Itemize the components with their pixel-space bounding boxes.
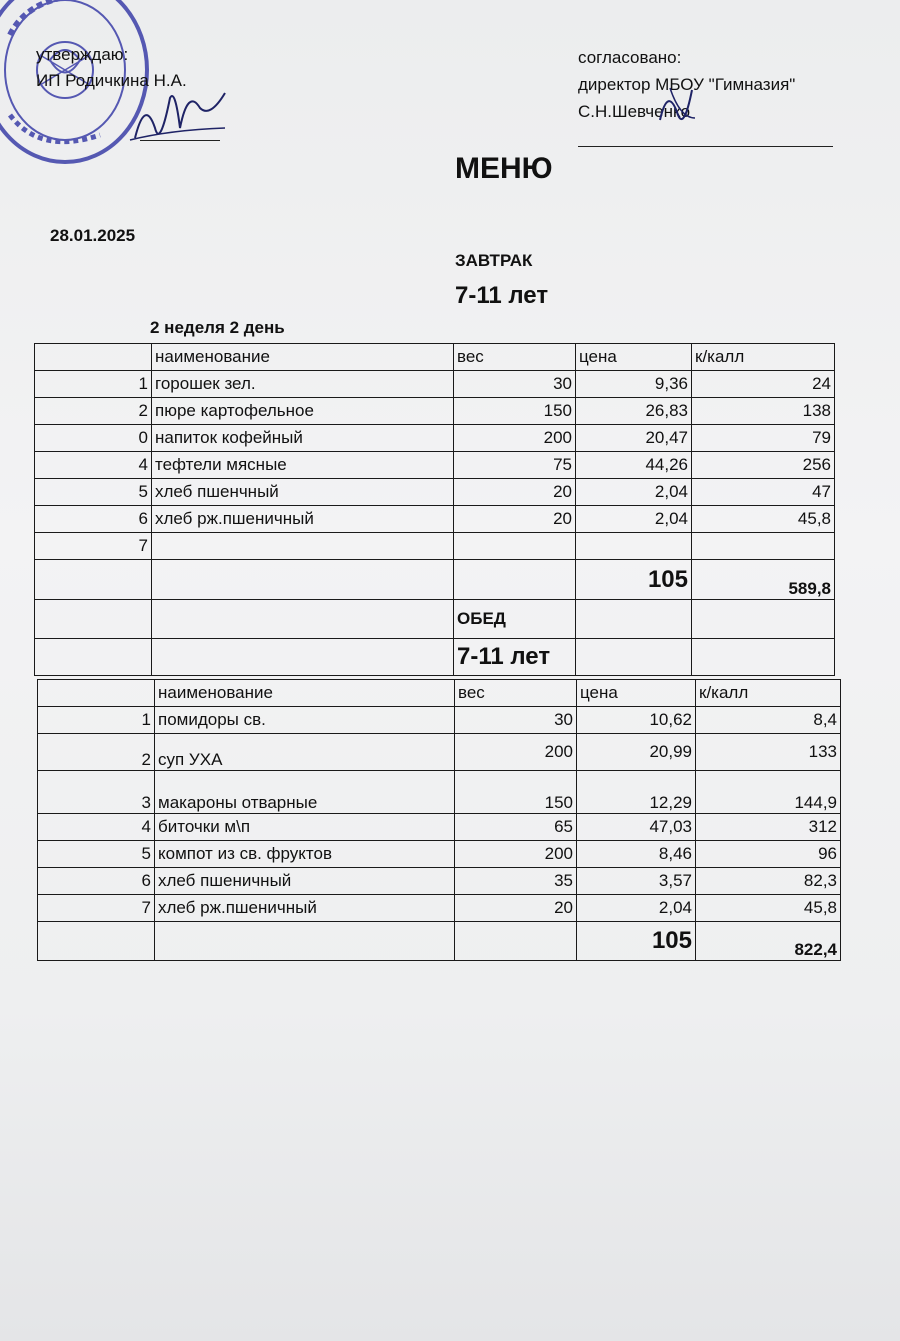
row-name: хлеб пшенчный (152, 479, 454, 506)
row-price: 47,03 (577, 814, 696, 841)
row-price: 10,62 (577, 707, 696, 734)
table-row (38, 814, 841, 841)
row-kcal: 45,8 (696, 895, 841, 922)
row-kcal: 47 (692, 479, 835, 506)
row-name: хлеб рж.пшеничный (152, 506, 454, 533)
row-name: пюре картофельное (152, 398, 454, 425)
row-kcal: 24 (692, 371, 835, 398)
lunch-total-row (38, 922, 841, 961)
menu-date: 28.01.2025 (50, 226, 136, 245)
row-kcal: 45,8 (692, 506, 835, 533)
row-weight (454, 533, 576, 560)
signature-approve (125, 78, 235, 153)
row-num: 6 (35, 506, 152, 533)
row-weight: 150 (455, 771, 577, 814)
header-name: наименование (155, 680, 455, 707)
lunch-total-kcal: 822,4 (696, 922, 841, 961)
row-kcal (692, 533, 835, 560)
row-name: биточки м\п (155, 814, 455, 841)
row-kcal: 133 (696, 734, 841, 771)
lunch-label-row (35, 600, 835, 639)
week-label: 2 неделя 2 день (150, 318, 285, 337)
agree-name: С.Н.Шевченко (578, 102, 691, 121)
agree-signature-line (578, 146, 833, 147)
lunch-table (37, 679, 841, 961)
row-num: 4 (35, 452, 152, 479)
header-price: цена (576, 344, 692, 371)
row-num: 5 (38, 841, 155, 868)
row-price: 26,83 (576, 398, 692, 425)
table-row (38, 868, 841, 895)
header-num (38, 680, 155, 707)
lunch-header-row (38, 680, 841, 707)
row-weight: 200 (454, 425, 576, 452)
signature-agree (650, 80, 710, 130)
row-num: 6 (38, 868, 155, 895)
row-weight: 30 (455, 707, 577, 734)
row-weight: 150 (454, 398, 576, 425)
row-weight: 35 (455, 868, 577, 895)
table-row (35, 506, 835, 533)
agree-position: директор МБОУ "Гимназия" (578, 75, 796, 94)
page-title: МЕНЮ (455, 152, 553, 185)
row-kcal: 8,4 (696, 707, 841, 734)
header-name: наименование (152, 344, 454, 371)
breakfast-table (34, 343, 835, 676)
table-row (38, 841, 841, 868)
row-num: 7 (38, 895, 155, 922)
row-name: помидоры св. (155, 707, 455, 734)
row-kcal: 79 (692, 425, 835, 452)
row-weight: 200 (455, 734, 577, 771)
row-name: горошек зел. (152, 371, 454, 398)
approve-signature-line (140, 140, 220, 141)
row-kcal: 82,3 (696, 868, 841, 895)
breakfast-total-price: 105 (576, 560, 692, 600)
row-price: 2,04 (577, 895, 696, 922)
row-price (576, 533, 692, 560)
row-price: 8,46 (577, 841, 696, 868)
row-name: напиток кофейный (152, 425, 454, 452)
header-num (35, 344, 152, 371)
header-weight: вес (455, 680, 577, 707)
row-price: 2,04 (576, 506, 692, 533)
row-name: хлеб пшеничный (155, 868, 455, 895)
row-name (152, 533, 454, 560)
table-row (38, 771, 841, 814)
table-row (35, 398, 835, 425)
row-kcal: 256 (692, 452, 835, 479)
row-weight: 20 (454, 506, 576, 533)
row-num: 5 (35, 479, 152, 506)
row-price: 20,99 (577, 734, 696, 771)
row-price: 9,36 (576, 371, 692, 398)
table-row (38, 895, 841, 922)
table-row (35, 452, 835, 479)
row-price: 3,57 (577, 868, 696, 895)
row-kcal: 144,9 (696, 771, 841, 814)
table-row (35, 371, 835, 398)
lunch-age-row (35, 639, 835, 676)
row-price: 20,47 (576, 425, 692, 452)
row-kcal: 138 (692, 398, 835, 425)
row-weight: 75 (454, 452, 576, 479)
breakfast-label: ЗАВТРАК (455, 251, 533, 270)
approve-name: ИП Родичкина Н.А. (36, 71, 187, 90)
table-row (35, 425, 835, 452)
header-price: цена (577, 680, 696, 707)
header-kcal: к/калл (692, 344, 835, 371)
header-weight: вес (454, 344, 576, 371)
row-num: 2 (38, 734, 155, 771)
approve-label: утверждаю: (36, 45, 129, 64)
row-price: 12,29 (577, 771, 696, 814)
row-price: 44,26 (576, 452, 692, 479)
breakfast-header-row (35, 344, 835, 371)
header-kcal: к/калл (696, 680, 841, 707)
row-name: компот из св. фруктов (155, 841, 455, 868)
row-kcal: 312 (696, 814, 841, 841)
table-row (35, 533, 835, 560)
row-weight: 30 (454, 371, 576, 398)
breakfast-total-kcal: 589,8 (692, 560, 835, 600)
row-weight: 65 (455, 814, 577, 841)
table-row (38, 707, 841, 734)
row-weight: 20 (454, 479, 576, 506)
row-weight: 200 (455, 841, 577, 868)
table-row (35, 479, 835, 506)
row-num: 3 (38, 771, 155, 814)
lunch-label: ОБЕД (454, 600, 576, 639)
table-row (38, 734, 841, 771)
lunch-age-label: 7-11 лет (454, 639, 576, 676)
row-price: 2,04 (576, 479, 692, 506)
row-num: 7 (35, 533, 152, 560)
row-name: суп УХА (155, 734, 455, 771)
row-name: тефтели мясные (152, 452, 454, 479)
breakfast-total-row (35, 560, 835, 600)
row-kcal: 96 (696, 841, 841, 868)
row-weight: 20 (455, 895, 577, 922)
row-num: 1 (35, 371, 152, 398)
row-num: 4 (38, 814, 155, 841)
lunch-total-price: 105 (577, 922, 696, 961)
agree-label: согласовано: (578, 48, 682, 67)
row-num: 2 (35, 398, 152, 425)
row-num: 0 (35, 425, 152, 452)
row-num: 1 (38, 707, 155, 734)
breakfast-age-label: 7-11 лет (455, 282, 549, 309)
row-name: хлеб рж.пшеничный (155, 895, 455, 922)
row-name: макароны отварные (155, 771, 455, 814)
